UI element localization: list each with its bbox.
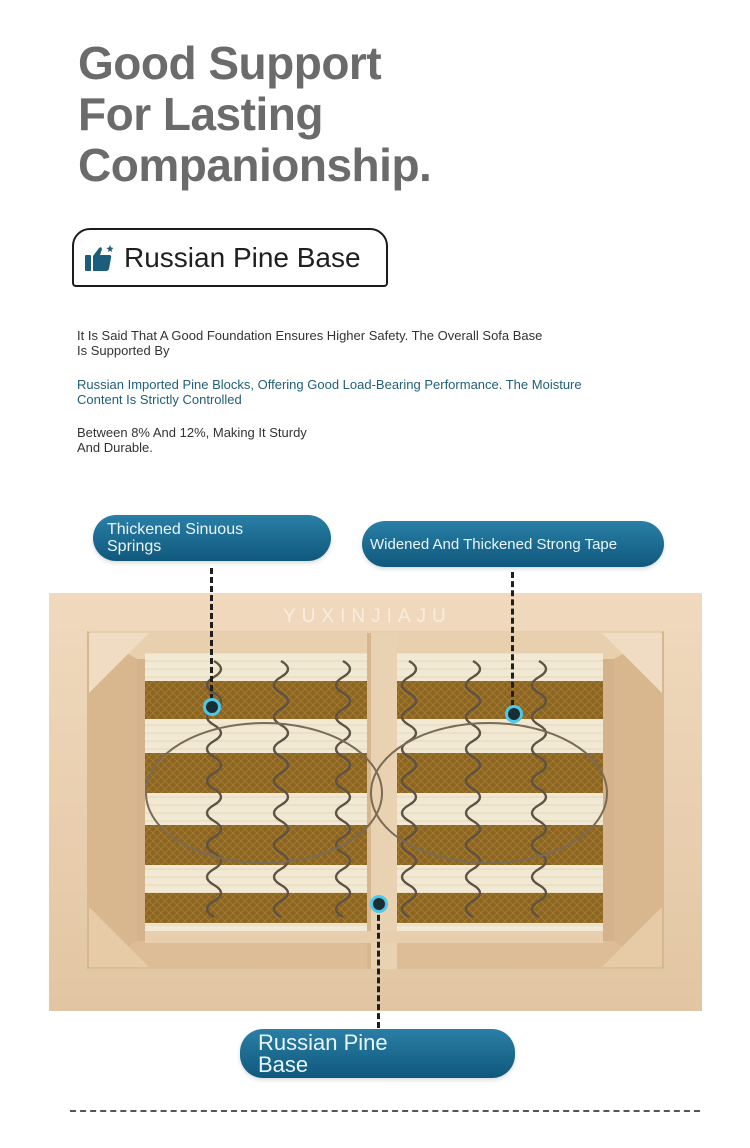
hotspot-base[interactable]	[370, 895, 388, 913]
hotspot-tape[interactable]	[505, 705, 523, 723]
callout-base	[240, 1029, 515, 1078]
headline-line-3: Companionship.	[78, 139, 432, 191]
description-paragraph-1: It Is Said That A Good Foundation Ensures Higher Safety. The Overall Sofa Base Is Supported By	[77, 328, 543, 358]
callout-springs	[93, 515, 331, 561]
thumbs-up-icon	[84, 243, 116, 273]
headline-line-2: For Lasting	[78, 88, 323, 140]
headline	[78, 38, 478, 191]
sofa-base-photo	[49, 593, 702, 1011]
bottom-divider	[70, 1110, 700, 1112]
description-paragraph-2: Russian Imported Pine Blocks, Offering Good Load-Bearing Performance. The Moisture Content Is Strictly Controlled	[77, 377, 582, 407]
callout-base-label: Russian Pine Base	[258, 1029, 388, 1077]
connector-line-base	[377, 906, 380, 1028]
hotspot-springs[interactable]	[203, 698, 221, 716]
connector-line-tape	[511, 572, 514, 706]
callout-tape	[362, 521, 664, 567]
callout-tape-label: Widened And Thickened Strong Tape	[370, 535, 618, 553]
brand-watermark: YUXINJIAJU	[283, 606, 452, 627]
feature-badge	[72, 228, 388, 287]
badge-label: Russian Pine Base	[124, 241, 361, 273]
headline-line-1: Good Support	[78, 37, 382, 89]
description-paragraph-3: Between 8% And 12%, Making It Sturdy And Durable.	[77, 425, 307, 455]
connector-line-springs	[210, 568, 213, 700]
callout-springs-label: Thickened Sinuous Springs	[107, 521, 244, 555]
